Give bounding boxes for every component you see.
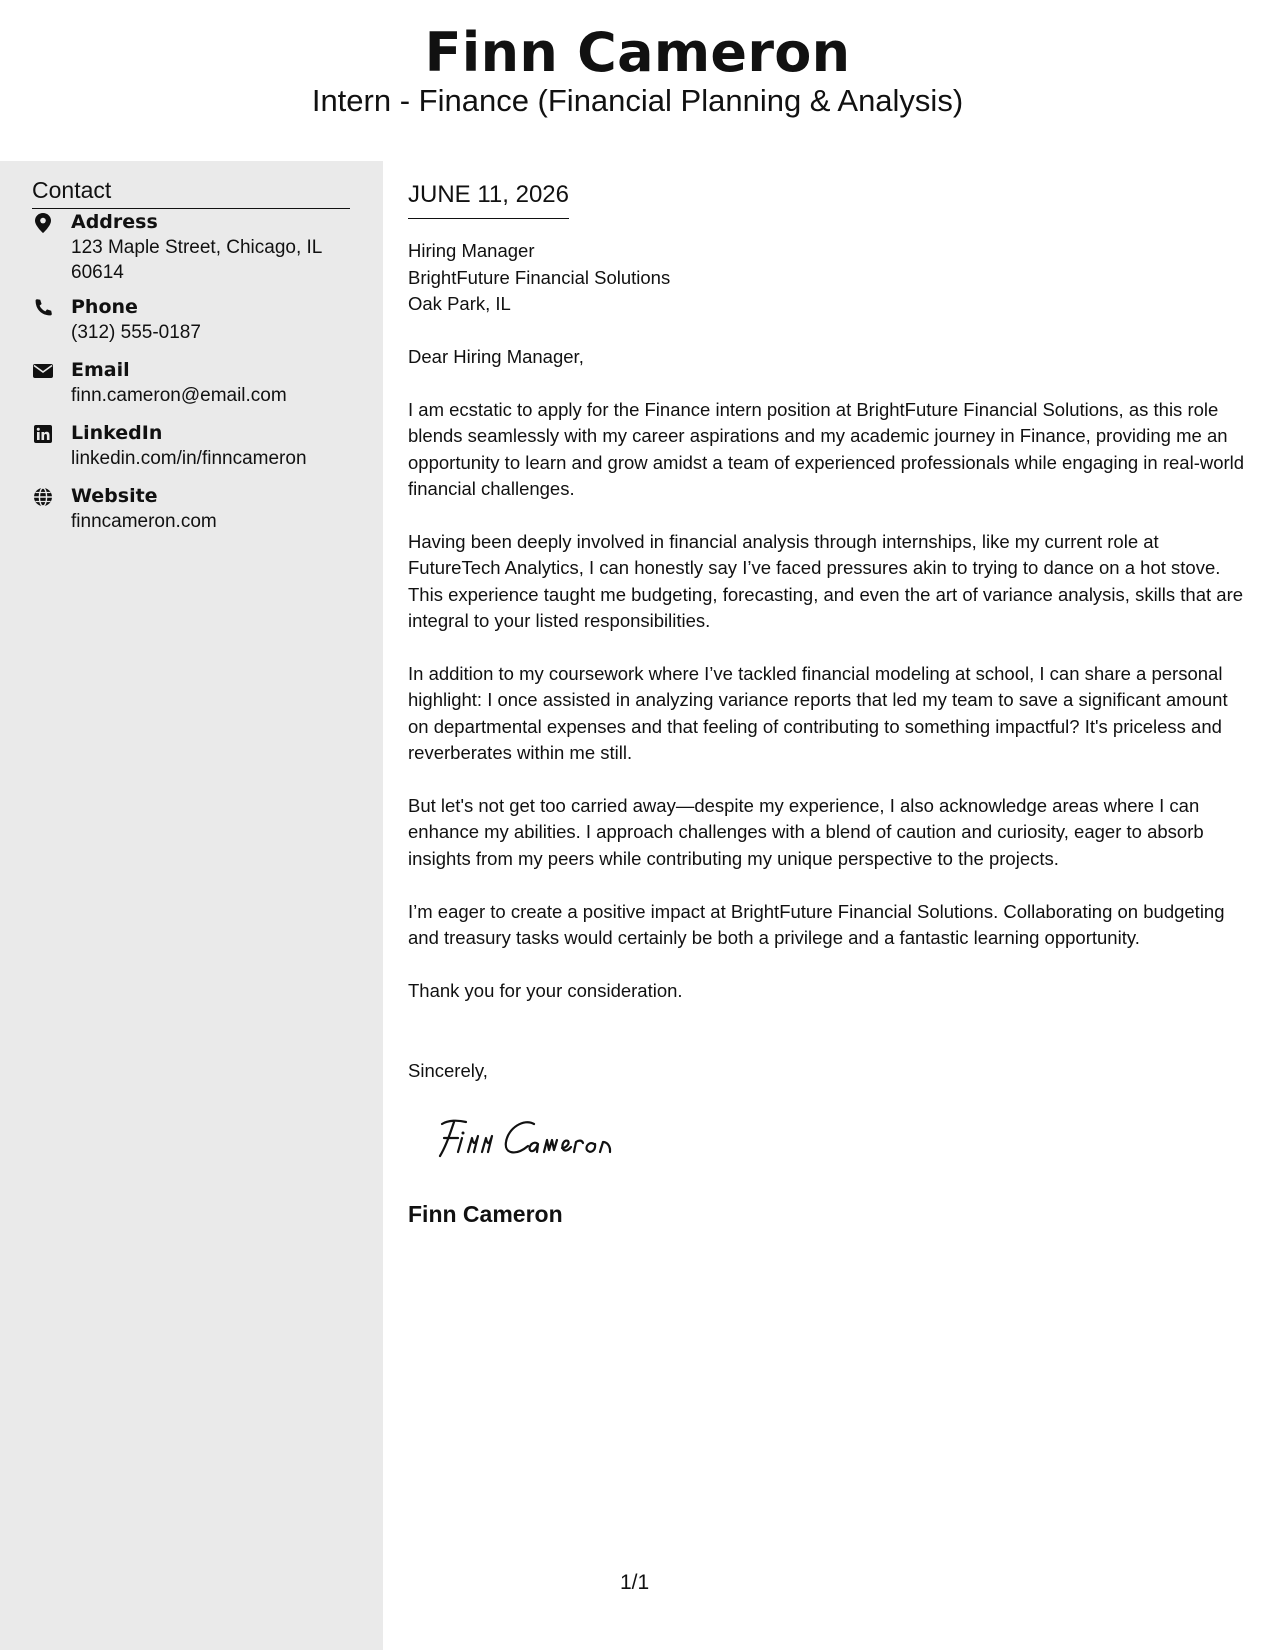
body-paragraph: But let's not get too carried away—despite my experience, I also acknowledge areas where I can enhance my abilities. I approach challenges with a blend of caution and curiosity, eager to absorb insights from my peers while contributing my unique perspective to the projects. <box>408 795 1204 869</box>
body-paragraph: Thank you for your consideration. <box>408 980 683 1001</box>
contact-value: 123 Maple Street, Chicago, IL 60614 <box>71 237 322 283</box>
handwritten-signature <box>430 1112 650 1167</box>
contact-value: finncameron.com <box>71 511 217 532</box>
contact-heading: Contact <box>32 175 350 209</box>
contact-label: Address <box>71 211 158 233</box>
map-pin-icon <box>32 212 54 234</box>
globe-icon <box>32 486 54 508</box>
letter-header <box>0 0 1275 160</box>
recipient-line: Oak Park, IL <box>408 293 511 314</box>
contact-value: finn.cameron@email.com <box>71 385 287 406</box>
contact-label: Email <box>71 359 130 381</box>
closing: Sincerely, <box>408 1060 488 1081</box>
body-paragraph: I’m eager to create a positive impact at BrightFuture Financial Solutions. Collaborating on budgeting and treasury tasks would certainly be both a privilege and a fantastic learning opportunity. <box>408 901 1225 949</box>
recipient-block <box>408 238 670 318</box>
contact-label: LinkedIn <box>71 422 163 444</box>
page-number: 1/1 <box>620 1571 650 1594</box>
letter-date: JUNE 11, 2026 <box>408 180 569 219</box>
recipient-line: BrightFuture Financial Solutions <box>408 266 671 288</box>
contact-label: Website <box>71 485 158 507</box>
phone-icon <box>32 297 54 319</box>
body-paragraph: In addition to my coursework where I’ve tackled financial modeling at school, I can share a personal highlight: I once assisted in analyzing variance reports that led my team to save a significant amount on departmental expenses and that feeling of contributing to something impactful? It's priceless and reverberates within me still. <box>408 663 1228 764</box>
envelope-icon <box>32 360 54 382</box>
job-title: Intern - Finance (Financial Planning & Analysis) <box>311 83 964 118</box>
applicant-name: Finn Cameron <box>424 21 851 84</box>
body-paragraph: I am ecstatic to apply for the Finance intern position at BrightFuture Financial Solutions, as this role blends seamlessly with my career aspirations and my academic journey in Finance, providing me an opportunity to learn and grow amidst a team of experienced professionals while engaging in real-world financial challenges. <box>408 399 1245 500</box>
signed-name: Finn Cameron <box>408 1201 563 1227</box>
contact-label: Phone <box>71 296 138 318</box>
body-paragraph: Having been deeply involved in financial analysis through internships, like my current role at FutureTech Analytics, I can honestly say I’ve faced pressures akin to trying to dance on a hot stove. This experience taught me budgeting, forecasting, and even the art of variance analysis, skills that are integral to your listed responsibilities. <box>408 531 1244 632</box>
contact-value: (312) 555-0187 <box>71 322 201 343</box>
contact-value: linkedin.com/in/finncameron <box>71 448 307 469</box>
salutation: Dear Hiring Manager, <box>408 346 584 367</box>
recipient-line: Hiring Manager <box>408 240 535 261</box>
linkedin-icon <box>32 423 54 445</box>
